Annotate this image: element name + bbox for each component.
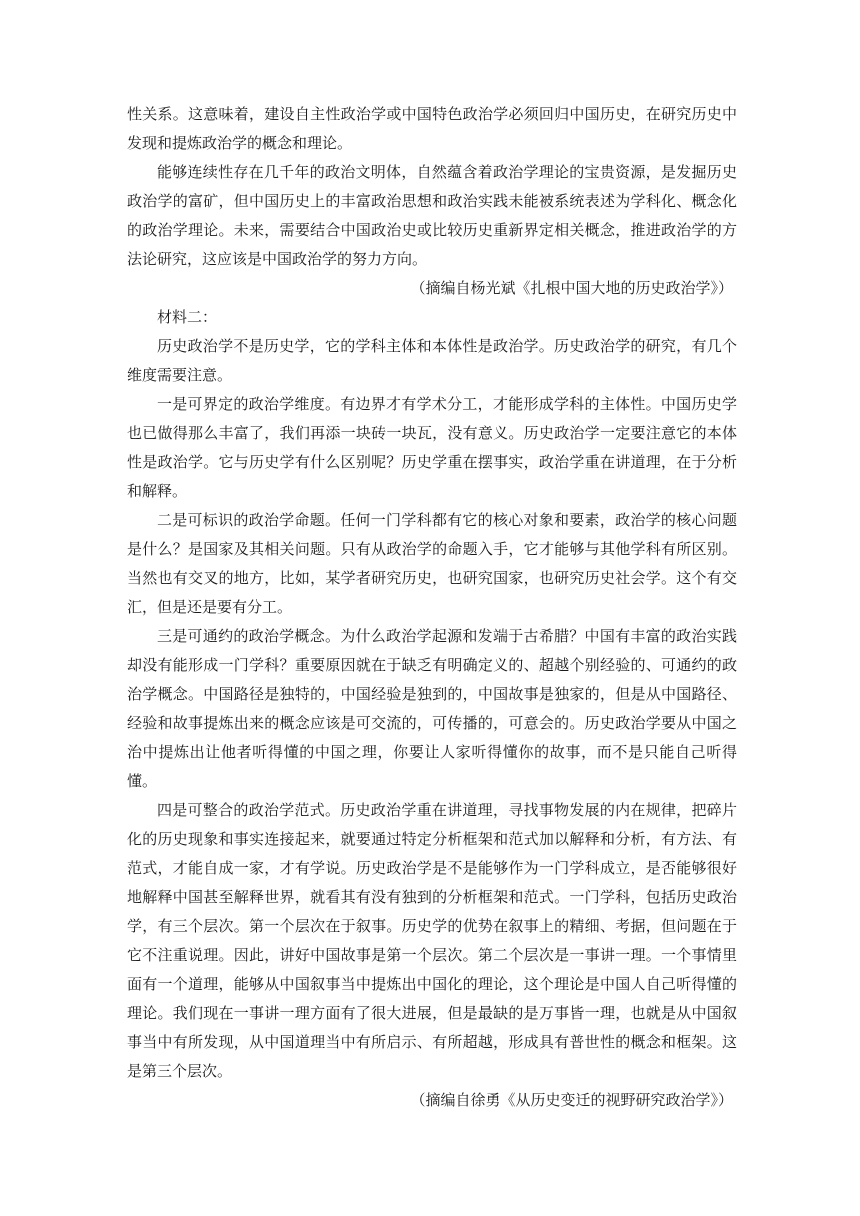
paragraph: 四是可整合的政治学范式。历史政治学重在讲道理，寻找事物发展的内在规律，把碎片化的历史现象和事实连接起来，就要通过特定分析框架和范式加以解释和分析，有方法、有范式，才能自成一家，才有学说。历史政治学是不是能够作为一门学科成立，是否能够很好地解释中国甚至解释世界，就看其有没有独到的分析框架和范式。一门学科，包括历史政治学，有三个层次。第一个层次在于叙事。历史学的优势在叙事上的精细、考据，但问题在于它不注重说理。因此，讲好中国故事是第一个层次。第二个层次是一事讲一理。一个事情里面有一个道理，能够从中国叙事当中提炼出中国化的理论，这个理论是中国人自己听得懂的理论。我们现在一事讲一理方面有了很大进展，但是最缺的是万事皆一理，也就是从中国叙事当中有所发现，从中国道理当中有所启示、有所超越，形成具有普世性的概念和框架。这是第三个层次。 — [127, 801, 737, 1080]
paragraph: 二是可标识的政治学命题。任何一门学科都有它的核心对象和要素，政治学的核心问题是什么？是国家及其相关问题。只有从政治学的命题入手，它才能够与其他学科有所区别。当然也有交叉的地方，比如，某学者研究历史，也研究国家，也研究历史社会学。这个有交汇，但是还是要有分工。 — [127, 511, 737, 616]
paragraph-continuation: 性关系。这意味着，建设自主性政治学或中国特色政治学必须回归中国历史，在研究历史中发现和提炼政治学的概念和理论。 — [127, 105, 737, 152]
source-citation-1: （摘编自杨光斌《扎根中国大地的历史政治学》） — [410, 279, 733, 297]
paragraph: 能够连续性存在几千年的政治文明体，自然蕴含着政治学理论的宝贵资源，是发掘历史政治学的富矿，但中国历史上的丰富政治思想和政治实践未能被系统表述为学科化、概念化的政治学理论。未来，需要结合中国政治史或比较历史重新界定相关概念，推进政治学的方法论研究，这应该是中国政治学的努力方向。 — [127, 163, 737, 268]
material-heading: 材料二： — [157, 308, 218, 326]
paragraph: 一是可界定的政治学维度。有边界才有学术分工，才能形成学科的主体性。中国历史学也已做得那么丰富了，我们再添一块砖一块瓦，没有意义。历史政治学一定要注意它的本体性是政治学。它与历史学有什么区别呢？历史学重在摆事实，政治学重在讲道理，在于分析和解释。 — [127, 395, 737, 500]
source-citation-2: （摘编自徐勇《从历史变迁的视野研究政治学》） — [410, 1091, 733, 1109]
paragraph: 历史政治学不是历史学，它的学科主体和本体性是政治学。历史政治学的研究，有几个维度需要注意。 — [127, 337, 737, 384]
paragraph: 三是可通约的政治学概念。为什么政治学起源和发端于古希腊？中国有丰富的政治实践却没有能形成一门学科？重要原因就在于缺乏有明确定义的、超越个别经验的、可通约的政治学概念。中国路径是独特的，中国经验是独到的，中国故事是独家的，但是从中国路径、经验和故事提炼出来的概念应该是可交流的，可传播的，可意会的。历史政治学要从中国之治中提炼出让他者听得懂的中国之理，你要让人家听得懂你的故事，而不是只能自己听得懂。 — [127, 627, 737, 790]
document-page — [127, 100, 737, 1115]
